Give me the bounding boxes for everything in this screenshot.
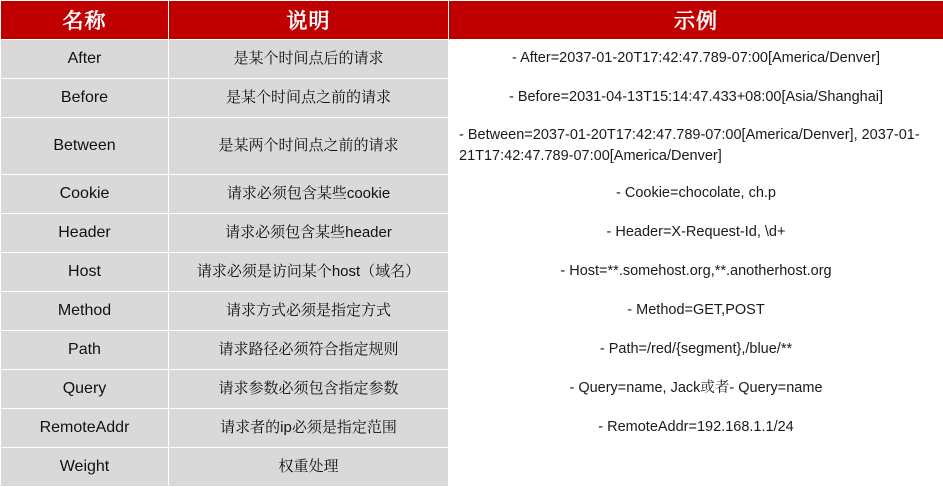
table-row: [1, 40, 943, 79]
column-header-name: 名称: [1, 1, 169, 40]
cell-name: Method: [1, 292, 169, 331]
cell-description: 请求方式必须是指定方式: [169, 292, 449, 331]
cell-example: - Header=X-Request-Id, \d+: [449, 214, 943, 253]
cell-name: Weight: [1, 448, 169, 487]
table-row: [1, 175, 943, 214]
cell-description: 是某个时间点后的请求: [169, 40, 449, 79]
cell-name: Host: [1, 253, 169, 292]
column-header-example: 示例: [449, 1, 943, 40]
table-row: [1, 292, 943, 331]
cell-example: - Path=/red/{segment},/blue/**: [449, 331, 943, 370]
table-row: [1, 253, 943, 292]
table-row: [1, 79, 943, 118]
cell-description: 请求必须是访问某个host（域名）: [169, 253, 449, 292]
table-row: [1, 331, 943, 370]
cell-example: - After=2037-01-20T17:42:47.789-07:00[America/Denver]: [449, 40, 943, 79]
cell-description: 是某个时间点之前的请求: [169, 79, 449, 118]
cell-example: - Before=2031-04-13T15:14:47.433+08:00[Asia/Shanghai]: [449, 79, 943, 118]
table-row: [1, 448, 943, 487]
table-row: [1, 214, 943, 253]
cell-description: 是某两个时间点之前的请求: [169, 118, 449, 175]
cell-example: - Cookie=chocolate, ch.p: [449, 175, 943, 214]
cell-name: Header: [1, 214, 169, 253]
table-row: [1, 370, 943, 409]
cell-example: - Query=name, Jack或者- Query=name: [449, 370, 943, 409]
cell-description: 权重处理: [169, 448, 449, 487]
table-row: [1, 118, 943, 175]
cell-name: RemoteAddr: [1, 409, 169, 448]
cell-description: 请求必须包含某些cookie: [169, 175, 449, 214]
cell-name: Between: [1, 118, 169, 175]
cell-name: Cookie: [1, 175, 169, 214]
table-body: [1, 40, 943, 487]
cell-example: - Between=2037-01-20T17:42:47.789-07:00[America/Denver], 2037-01-21T17:42:47.789-07:00[America/Denver]: [449, 118, 943, 175]
cell-description: 请求者的ip必须是指定范围: [169, 409, 449, 448]
cell-name: Before: [1, 79, 169, 118]
column-header-description: 说明: [169, 1, 449, 40]
cell-example: [449, 448, 943, 487]
cell-description: 请求路径必须符合指定规则: [169, 331, 449, 370]
cell-example: - Method=GET,POST: [449, 292, 943, 331]
table-header: [1, 1, 943, 40]
table-row: [1, 409, 943, 448]
cell-name: Query: [1, 370, 169, 409]
cell-example: - Host=**.somehost.org,**.anotherhost.org: [449, 253, 943, 292]
table-header-row: [1, 1, 943, 40]
cell-example: - RemoteAddr=192.168.1.1/24: [449, 409, 943, 448]
cell-description: 请求必须包含某些header: [169, 214, 449, 253]
cell-description: 请求参数必须包含指定参数: [169, 370, 449, 409]
cell-name: After: [1, 40, 169, 79]
cell-name: Path: [1, 331, 169, 370]
